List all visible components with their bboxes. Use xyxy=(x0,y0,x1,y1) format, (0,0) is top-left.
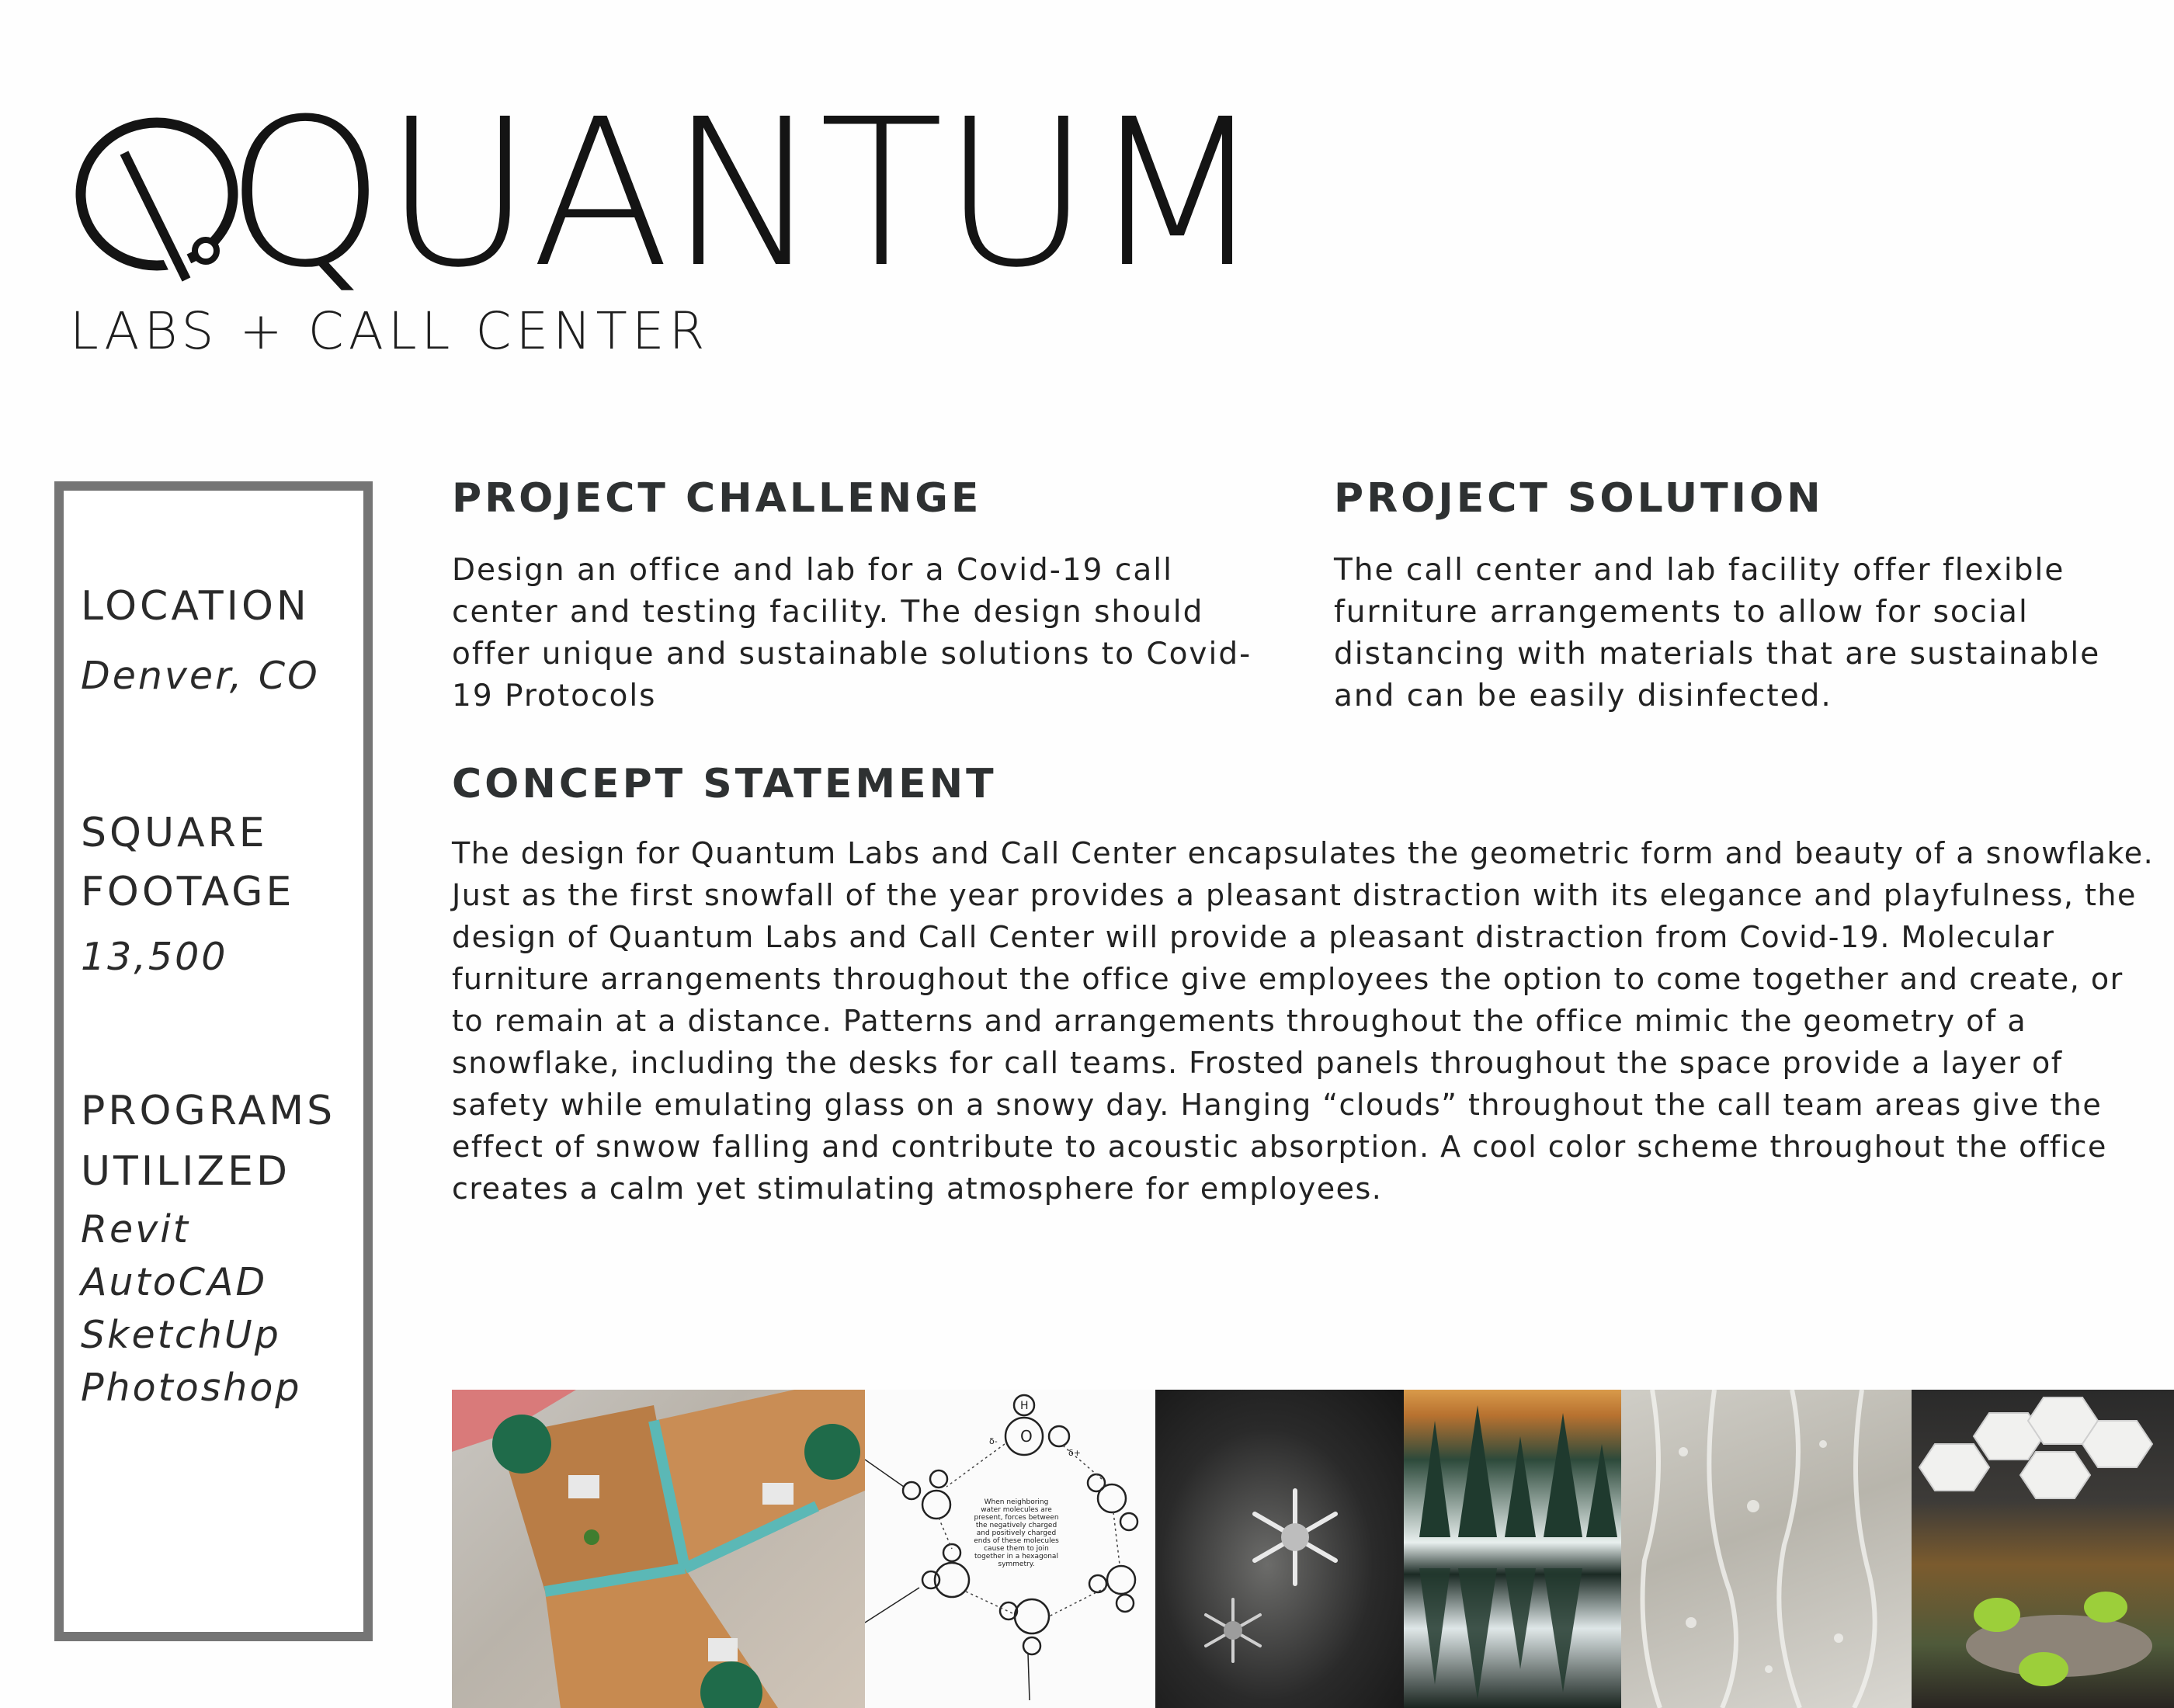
project-solution-heading: PROJECT SOLUTION xyxy=(1334,475,1824,522)
program-item: SketchUp xyxy=(81,1313,281,1357)
programs-label-line2: UTILIZED xyxy=(81,1148,290,1195)
molecule-atom-h: H xyxy=(1020,1400,1029,1412)
program-item: Revit xyxy=(81,1207,191,1251)
snowflake-photo xyxy=(1155,1390,1404,1708)
quantum-logo xyxy=(70,75,1264,312)
square-footage-label-line2: FOOTAGE xyxy=(81,869,295,915)
molecule-delta-minus: δ- xyxy=(989,1436,998,1446)
program-item: Photoshop xyxy=(81,1366,302,1410)
concept-statement-text: The design for Quantum Labs and Call Center encapsulates the geometric form and beauty of a snowflake. Just as the first snowfall of the year provides a pleasant distraction with its elegance and playfulness, the design of Quantum Labs and Call Center will provide a pleasant distraction from Covid-19. Molecular furniture arrangements throughout the office give employees the option to come together and create, or to remain at a distance. Patterns and arrangements throughout the office mimic the geometry of a snowflake, including the desks for call teams. Frosted panels throughout the space provide a layer of safety while emulating glass on a snowy day. Hanging “clouds” throughout the call team areas give the effect of snwow falling and contribute to acoustic absorption. A cool color scheme throughout the office creates a calm yet stimulating atmosphere for employees. xyxy=(452,836,2155,1206)
program-item: AutoCAD xyxy=(81,1260,268,1304)
programs-label-line1: PROGRAMS xyxy=(81,1088,336,1134)
square-footage-label-line1: SQUARE xyxy=(81,810,268,856)
square-footage-value: 13,500 xyxy=(81,935,228,979)
location-value: Denver, CO xyxy=(81,654,320,698)
project-challenge-text: Design an office and lab for a Covid-19 call center and testing facility. The design should offer unique and sustainable solutions to Covid-19 Protocols xyxy=(452,553,1252,713)
molecule-delta-plus: δ+ xyxy=(1068,1448,1081,1458)
molecule-atom-o: O xyxy=(1020,1427,1033,1446)
frosted-glass-photo xyxy=(1621,1390,1912,1708)
office-desks-photo xyxy=(452,1390,865,1708)
logo-title: QUANTUM xyxy=(225,75,1264,312)
snowy-forest-lake-photo xyxy=(1404,1390,1621,1708)
project-solution-text: The call center and lab facility offer flexible furniture arrangements to allow for social distancing with materials that are sustainable and can be easily disinfected. xyxy=(1334,553,2101,713)
hanging-clouds-office-photo xyxy=(1912,1390,2174,1708)
project-info-box xyxy=(54,481,373,1641)
project-challenge-heading: PROJECT CHALLENGE xyxy=(452,475,982,522)
quantum-q-logo-icon xyxy=(70,113,241,287)
logo-subtitle: LABS + CALL CENTER xyxy=(70,301,710,361)
location-label: LOCATION xyxy=(81,583,310,630)
water-molecule-diagram xyxy=(865,1390,1155,1708)
molecule-caption: When neighboring water molecules are present, forces between the negatively charged and positively charged ends of these molecules cause them to join together in a hexagonal symmetry. xyxy=(974,1498,1059,1568)
programs-list xyxy=(81,1203,301,1415)
concept-statement-heading: CONCEPT STATEMENT xyxy=(452,761,997,807)
